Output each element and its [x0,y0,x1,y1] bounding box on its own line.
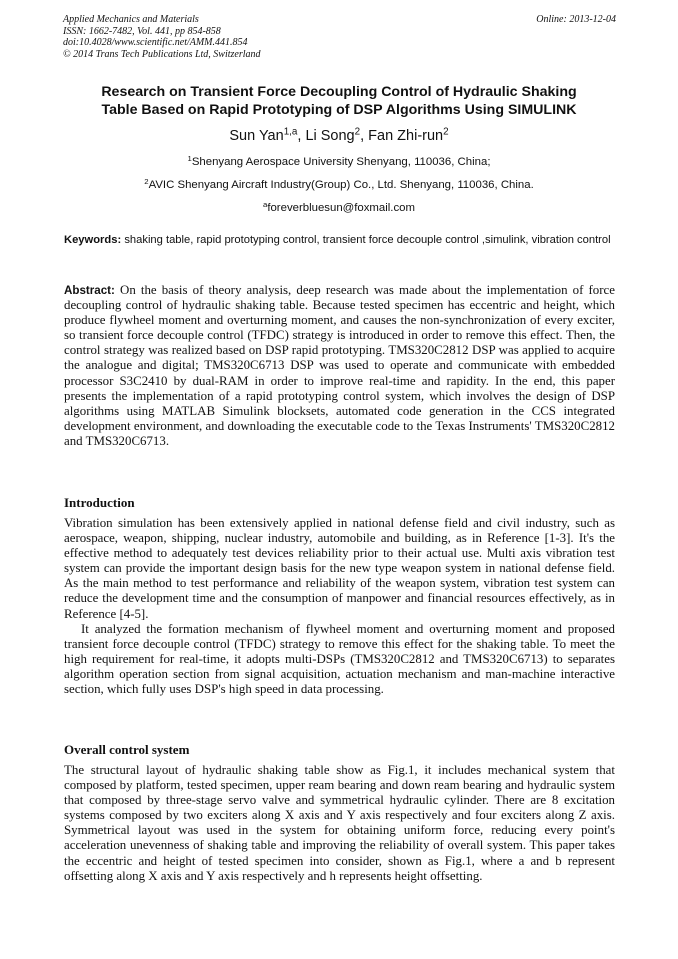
affiliation-text: AVIC Shenyang Aircraft Industry(Group) Co., Ltd. Shenyang, 110036, China. [148,179,534,191]
online-date: Online: 2013-12-04 [536,14,616,25]
affiliation-text: Shenyang Aerospace University Shenyang, 110036, China; [191,156,491,168]
publication-info [63,14,616,60]
abstract-block [64,283,615,449]
title-line-2: Table Based on Rapid Prototyping of DSP Algorithms Using SIMULINK [101,102,577,118]
paragraph: The structural layout of hydraulic shaking table show as Fig.1, it includes mechanical system that composed by platform, tested specimen, upper ream bearing and down ream bearing and hydraulic system that composed by three-stage servo valve and symmetrical hydraulic cylinder. There are 8 excitation systems composed by two exciters along X axis and Y axis respectively and four exciters along Z axis. Symmetrical layout was used in the system for obtaining uniform force, reducing every point's acceleration unevenness of shaking table and improving the reliability of overall system. This paper takes the eccentric and height of tested specimen into consider, shown as Fig.1, where a and b represent offsetting along X axis and Y axis respectively and h represents height offsetting. [64,763,615,883]
paragraph: Vibration simulation has been extensively applied in national defense field and civil industry, such as aerospace, weapon, shipping, nuclear industry, automobile and building, as in Reference [1-3]. It's the effective method to adequately test devices reliability prior to their actual use. Multi axis vibration test system can provide the important design basis for the new type weapon system in national defense field. As the main method to test performance and reliability of the weapon system, vibration test system can reduce the development time and the consumption of manpower and financial resources effectively, as in Reference [4-5]. [64,516,615,621]
affiliation-marker: 1 [187,153,192,163]
email-address: foreverbluesun@foxmail.com [267,202,415,214]
title-line-1: Research on Transient Force Decoupling Control of Hydraulic Shaking [101,84,577,100]
abstract-text: On the basis of theory analysis, deep research was made about the implementation of force decoupling control of hydraulic shaking table. Because tested specimen has eccentric and height, which produce flywheel moment and overturning moment, and causes the non-synchronization of every exciter, so transient force decouple control (TFDC) strategy is introduced in order to remove this effect. Then, the control strategy was realized based on DSP rapid prototyping. TMS320C2812 DSP was applied to acquire the analogue and digital; TMS320C6713 DSP was used to operate and communicate with embedded processor S3C2410 by dual-RAM in order to improve real-time and rapidity. In the end, this paper presents the implementation of a rapid prototyping control system, which involves the design of DSP algorithms using MATLAB Simulink blocksets, automated code generation in the CCS integrated development environment, and downloading the executable code to the Texas Instruments' TMS320C2812 and TMS320C6713. [64,283,615,448]
author-email [40,201,638,215]
keywords-label: Keywords: [64,234,122,246]
author-superscript: 2 [443,126,449,138]
email-marker: a [263,199,268,209]
author-list: Sun Yan$^{1,a}$, Li Song$^2$, Fan Zhi-run$^2$ [229,126,449,144]
affiliation-marker: 2 [144,176,149,186]
author-name: Sun Yan [229,128,284,144]
journal-name: Applied Mechanics and Materials [63,14,199,25]
author-superscript: 2 [354,126,361,138]
abstract-label: Abstract: [64,284,115,297]
author-name: Fan Zhi-run [368,128,444,144]
author-superscript: 1,a [283,126,298,138]
issn-line: ISSN: 1662-7482, Vol. 441, pp 854-858 [63,25,221,37]
introduction-heading: Introduction [64,495,135,510]
keywords-block [64,234,615,248]
overall-control-body [64,763,615,884]
affiliation-2 [40,178,638,192]
author-name: Li Song [305,128,355,144]
paper-title [40,83,638,119]
running-header [63,14,616,60]
doi-line: doi:10.4028/www.scientific.net/AMM.441.854 [63,37,248,48]
affiliation-1 [40,155,638,169]
keywords-text: shaking table, rapid prototyping control, transient force decouple control ,simulink, vibration control [124,234,611,246]
paragraph: It analyzed the formation mechanism of flywheel moment and overturning moment and proposed transient force decouple control (TFDC) strategy to remove this effect for the shaking table. To meet the high requirement for real-time, it adopts multi-DSPs (TMS320C2812 and TMS320C6713) to separates algorithm operation section from signal acquisition, actuation mechanism and man-machine interactive section, which fully uses DSP's high speed in data processing. [64,621,615,697]
copyright-line: © 2014 Trans Tech Publications Ltd, Switzerland [63,48,261,60]
introduction-body [64,516,615,697]
overall-control-heading: Overall control system [64,742,190,757]
